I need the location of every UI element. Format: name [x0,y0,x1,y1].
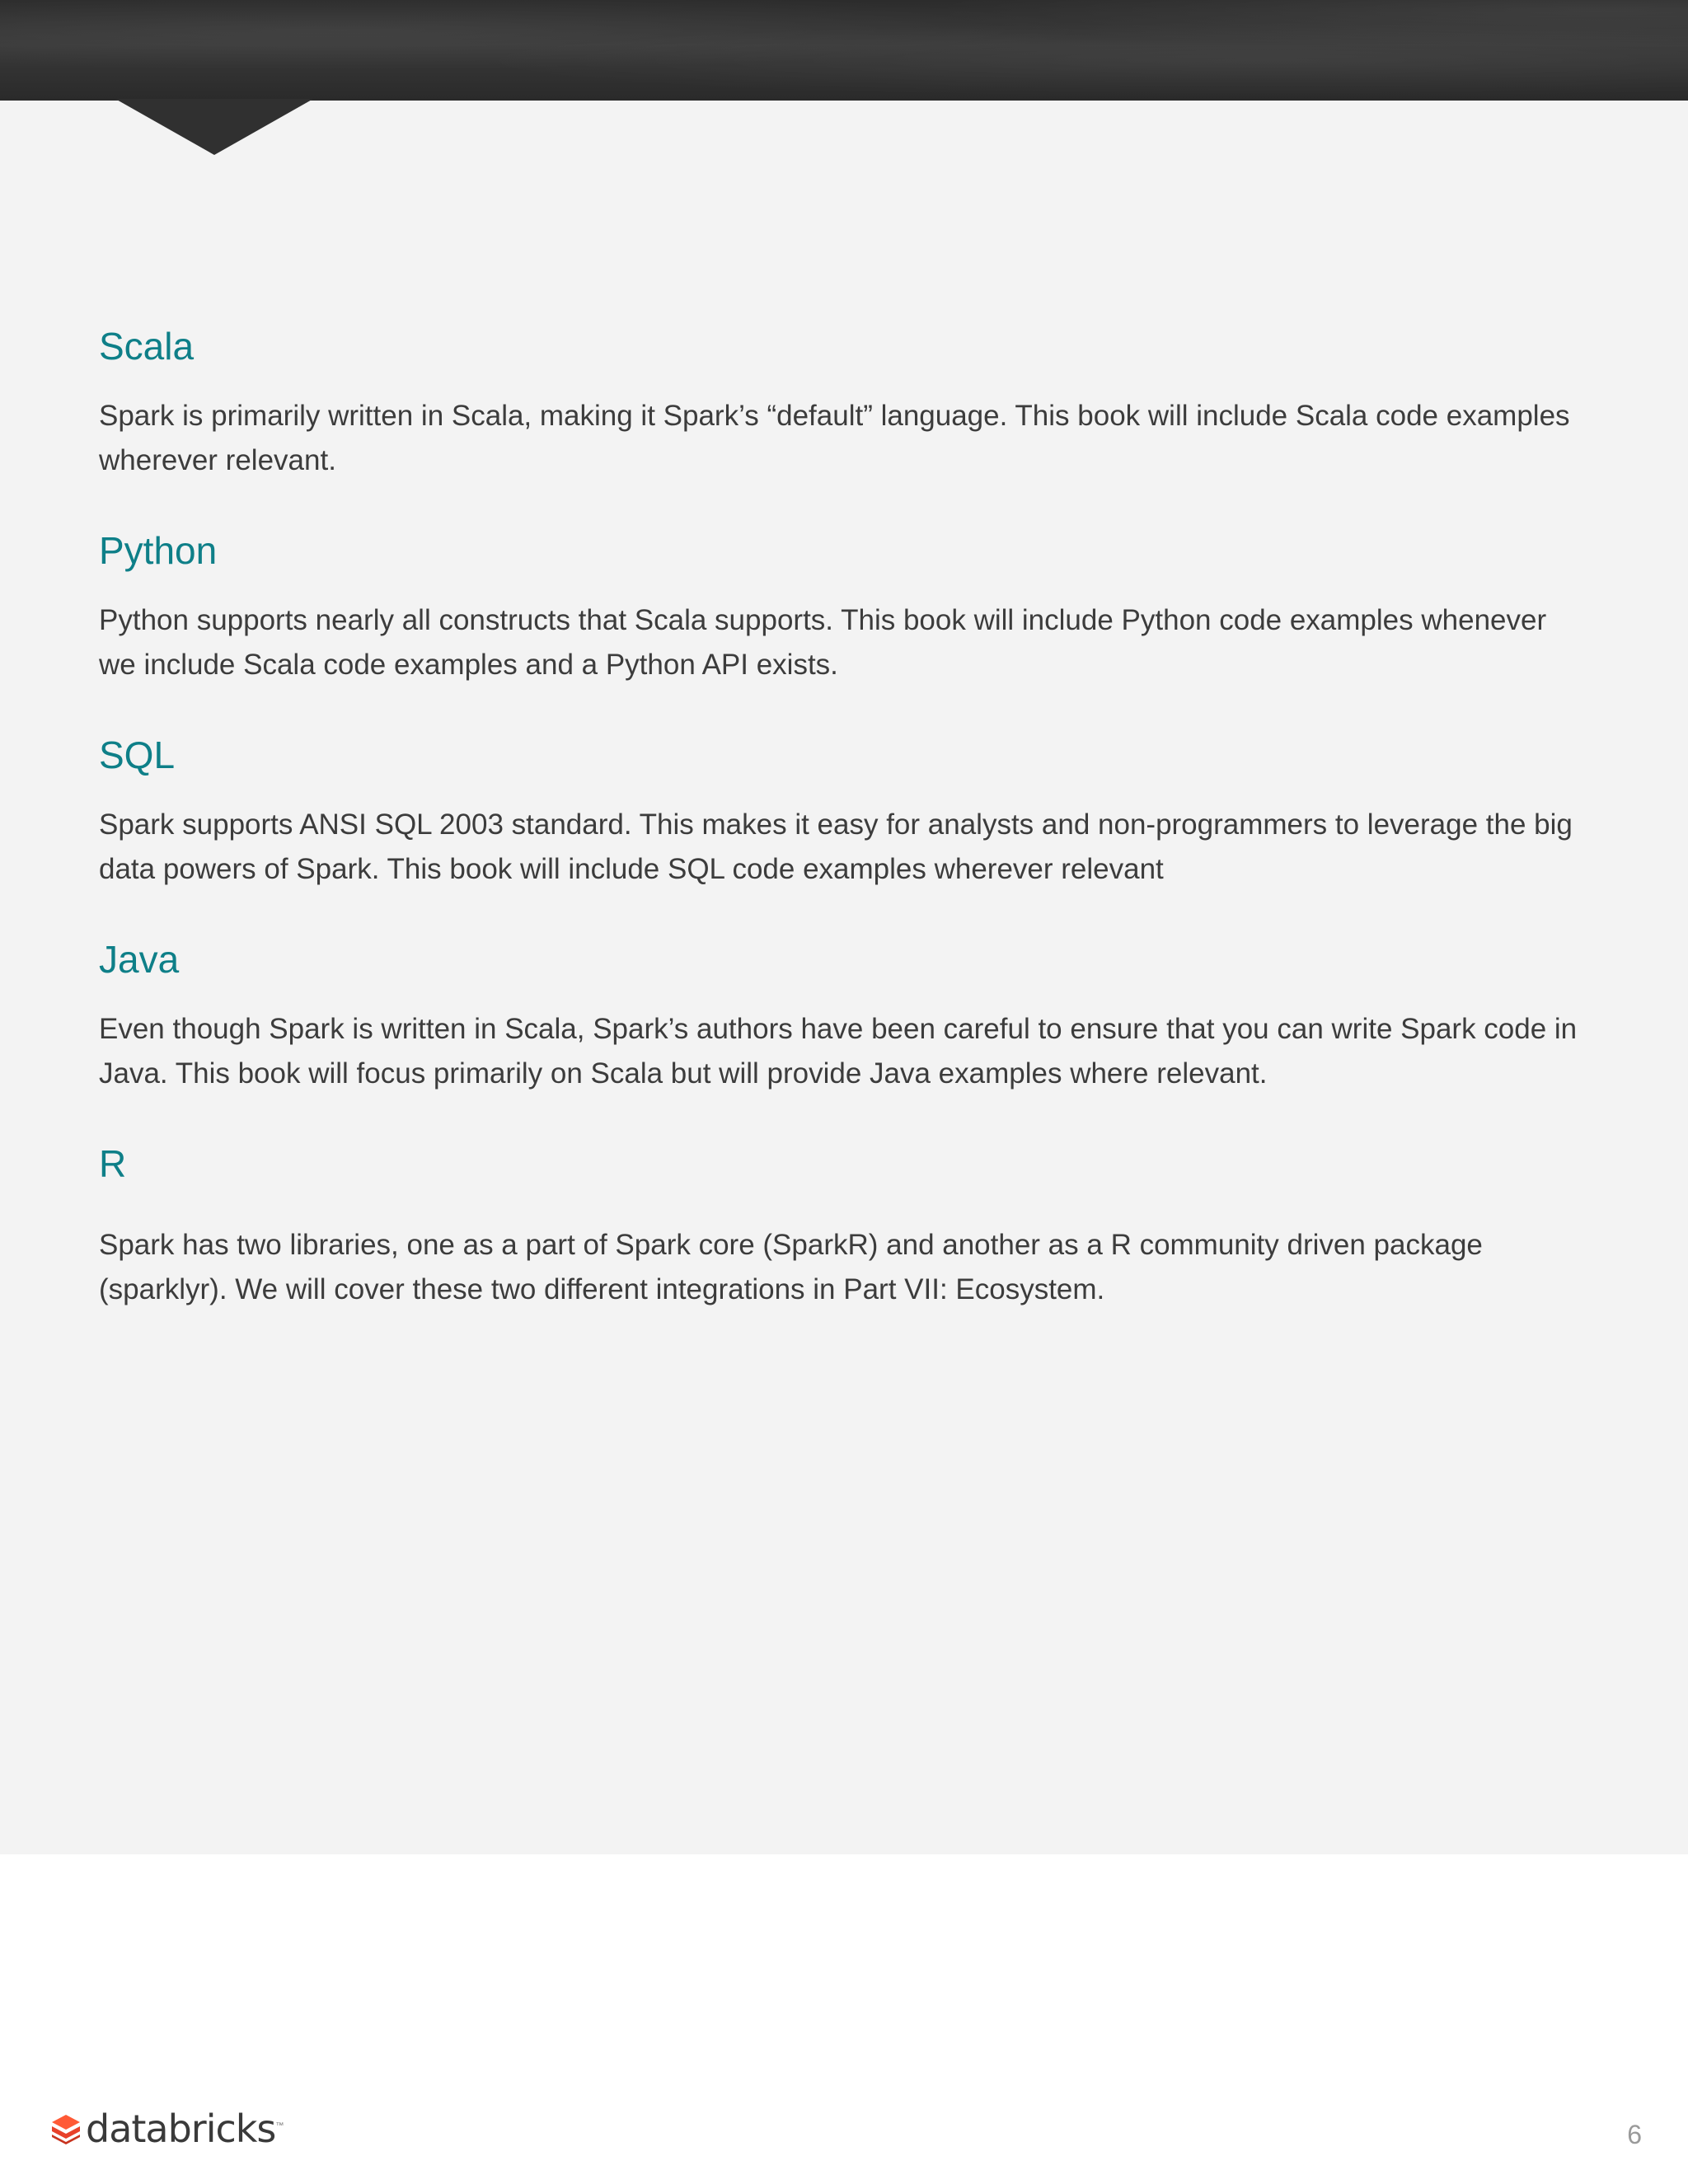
section-r [99,1141,1582,1312]
section-heading: Scala [99,325,195,368]
section-java [99,936,1582,1096]
section-body: Spark has two libraries, one as a part of Spark core (SparkR) and another as a R community driven package (sparklyr). We will cover these two different integrations in Part VII: Ecosystem. [99,1229,1483,1305]
section-body: Python supports nearly all constructs that Scala supports. This book will include Python code examples whenever we include Scala code examples and a Python API exists. [99,604,1547,681]
databricks-logo [49,2108,284,2149]
section-heading: R [99,1142,127,1185]
section-heading: Python [99,529,218,572]
section-body: Spark supports ANSI SQL 2003 standard. This makes it easy for analysts and non-programmers to leverage the big data powers of Spark. This book will include SQL code examples wherever relevant [99,808,1573,885]
logo-trademark: ™ [275,2121,284,2130]
section-scala [99,323,1582,483]
section-body: Even though Spark is written in Scala, Spark’s authors have been careful to ensure that you can write Spark code in Java. This book will focus primarily on Scala but will provide Java examples where relevant. [99,1013,1578,1090]
section-heading: SQL [99,733,176,776]
section-sql [99,732,1582,892]
section-python [99,527,1582,687]
section-heading: Java [99,938,180,981]
logo-wordmark: databricks [86,2107,276,2151]
databricks-logo-icon [49,2112,82,2145]
page-number: 6 [1627,2120,1642,2149]
section-body: Spark is primarily written in Scala, making it Spark’s “default” language. This book will include Scala code examples wherever relevant. [99,400,1570,476]
header-band [0,0,1688,101]
header-notch [115,99,313,155]
